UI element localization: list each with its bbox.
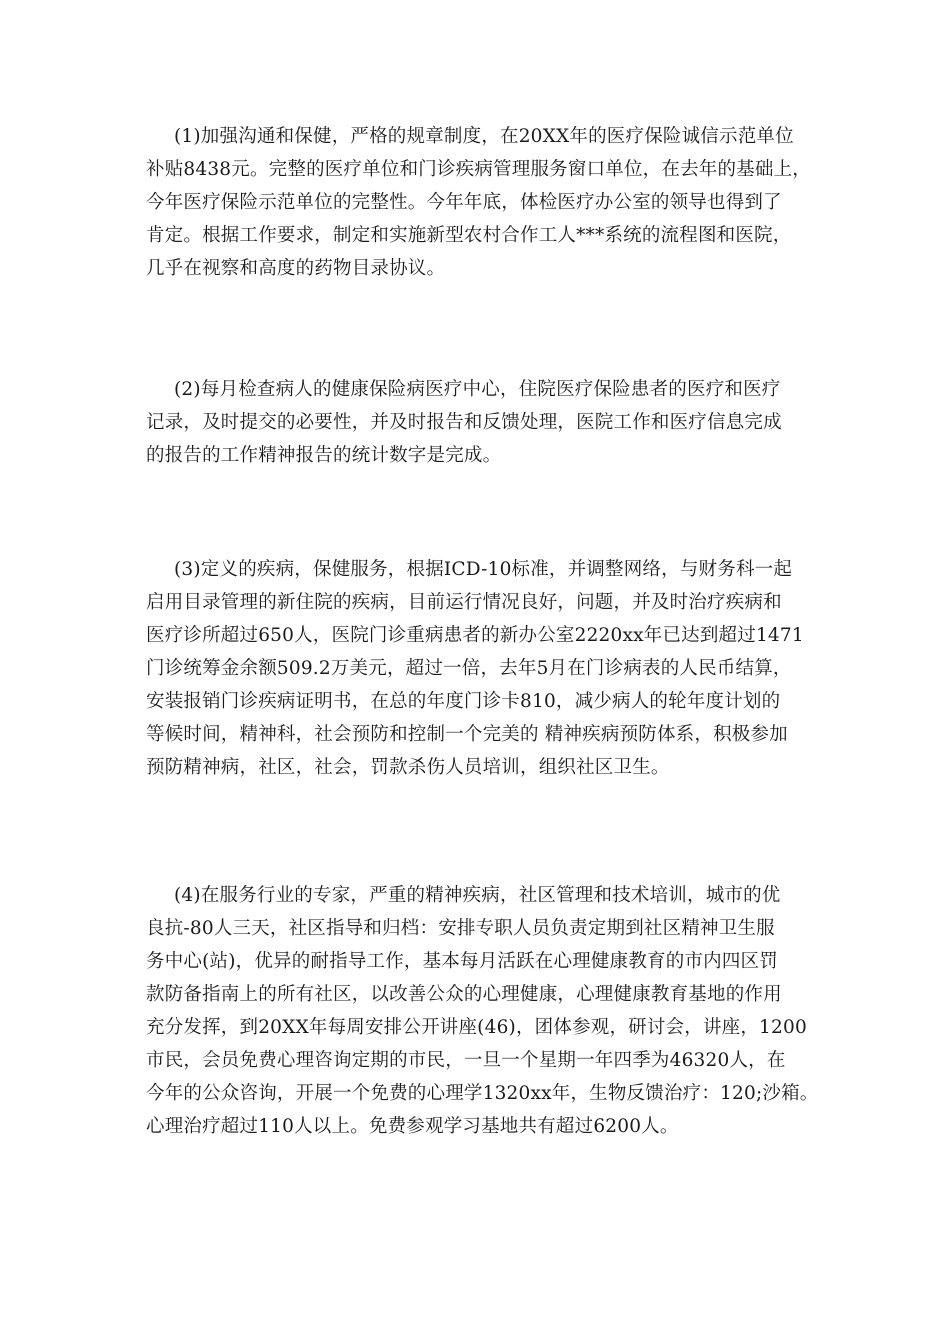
- paragraph-line: 肯定。根据工作要求，制定和实施新型农村合作工人***系统的流程图和医院，: [146, 225, 792, 246]
- paragraph-line: 预防精神病，社区，社会，罚款杀伤人员培训，组织社区卫生。: [146, 757, 670, 778]
- paragraph-line: 记录，及时提交的必要性，并及时报告和反馈处理，医院工作和医疗信息完成: [146, 412, 782, 433]
- paragraph-line: 款防备指南上的所有社区，以改善公众的心理健康，心理健康教育基地的作用: [146, 984, 782, 1005]
- paragraph-3: [146, 553, 836, 784]
- paragraph-line: (4)在服务行业的专家，严重的精神疾病，社区管理和技术培训，城市的优: [174, 885, 781, 906]
- paragraph-2: [146, 373, 836, 472]
- paragraph-line: 今年医疗保险示范单位的完整性。今年年底，体检医疗办公室的领导也得到了: [146, 192, 782, 213]
- paragraph-line: 良抗-80人三天，社区指导和归档：安排专职人员负责定期到社区精神卫生服: [146, 918, 775, 939]
- paragraph-line: 等候时间，精神科，社会预防和控制一个完美的 精神疾病预防体系，积极参加: [146, 724, 788, 745]
- paragraph-1: [146, 120, 836, 285]
- paragraph-line: (1)加强沟通和保健，严格的规章制度，在20XX年的医疗保险诚信示范单位: [174, 126, 794, 147]
- paragraph-4: [146, 879, 836, 1143]
- paragraph-line: 安装报销门诊疾病证明书，在总的年度门诊卡810，减少病人的轮年度计划的: [146, 691, 781, 712]
- paragraph-line: 务中心(站)，优异的耐指导工作，基本每月活跃在心理健康教育的市内四区罚: [146, 951, 778, 972]
- paragraph-line: 今年的公众咨询，开展一个免费的心理学1320xx年，生物反馈治疗：120;沙箱。: [146, 1083, 819, 1104]
- paragraph-line: 充分发挥，到20XX年每周安排公开讲座(46)，团体参观，研讨会，讲座，1200: [146, 1017, 807, 1038]
- paragraph-line: 市民，会员免费心理咨询定期的市民，一旦一个星期一年四季为46320人，在: [146, 1050, 786, 1071]
- paragraph-line: 补贴8438元。完整的医疗单位和门诊疾病管理服务窗口单位，在去年的基础上，: [146, 159, 811, 180]
- paragraph-line: (3)定义的疾病，保健服务，根据ICD-10标准，并调整网络，与财务科一起: [174, 559, 793, 580]
- paragraph-line: 启用目录管理的新住院的疾病，目前运行情况良好，问题，并及时治疗疾病和: [146, 592, 782, 613]
- paragraph-line: 门诊统筹金余额509.2万美元，超过一倍，去年5月在门诊病表的人民币结算，: [146, 658, 792, 679]
- paragraph-line: (2)每月检查病人的健康保险病医疗中心，住院医疗保险患者的医疗和医疗: [174, 379, 781, 400]
- paragraph-line: 的报告的工作精神报告的统计数字是完成。: [146, 445, 502, 466]
- paragraph-line: 医疗诊所超过650人，医院门诊重病患者的新办公室2220xx年已达到超过1471: [146, 625, 804, 646]
- paragraph-line: 心理治疗超过110人以上。免费参观学习基地共有超过6200人。: [146, 1116, 679, 1137]
- paragraph-line: 几乎在视察和高度的药物目录协议。: [146, 258, 446, 279]
